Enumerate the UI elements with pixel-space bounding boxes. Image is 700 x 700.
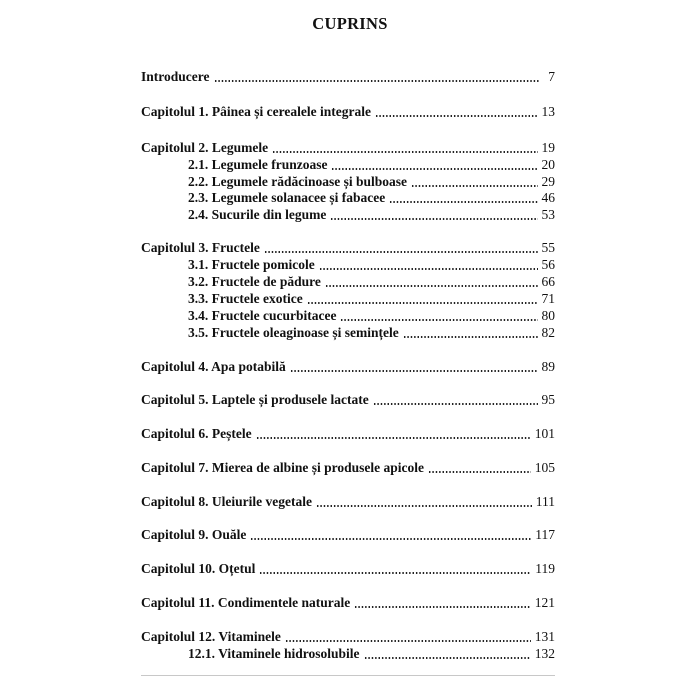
toc-entry-label: Introducere [141, 69, 210, 84]
toc-entry-page-number: 53 [541, 207, 555, 222]
dot-leader [214, 70, 540, 84]
toc-entry-chapter [141, 424, 555, 444]
toc-entry-page-number: 71 [541, 291, 555, 306]
toc-entry-label: Capitolul 11. Condimentele naturale [141, 595, 351, 610]
toc-entry-label: Capitolul 2. Legumele [141, 140, 269, 155]
dot-leader [290, 360, 538, 374]
toc-entry-page-number: 132 [534, 646, 555, 661]
toc-entry-page-number: 121 [534, 595, 555, 610]
toc-entry-page-number: 101 [534, 426, 555, 441]
dot-leader [331, 158, 537, 172]
toc-entry-label: Capitolul 1. Pâinea și cerealele integrale [141, 104, 371, 119]
dot-leader [373, 393, 538, 407]
toc-entry-page-number: 111 [535, 494, 555, 509]
toc-entry-label: 3.1. Fructele pomicole [188, 257, 315, 272]
dot-leader [403, 326, 538, 340]
toc-entry-page-number: 7 [548, 69, 555, 84]
dot-leader [330, 208, 537, 222]
dot-leader [256, 427, 531, 441]
toc-entry-page-number: 119 [535, 561, 555, 576]
dot-leader [340, 309, 537, 323]
toc-entry-chapter [141, 492, 555, 512]
toc-entry-chapter [141, 67, 555, 87]
toc-entry-label: 2.1. Legumele frunzoase [188, 157, 328, 172]
toc-entry-chapter [141, 458, 555, 478]
toc-entry-label: Capitolul 3. Fructele [141, 240, 260, 255]
toc-entry-page-number: 66 [541, 274, 555, 289]
toc-entry-page-number: 89 [541, 359, 555, 374]
dot-leader [411, 175, 537, 189]
toc-entry-page-number: 80 [541, 308, 555, 323]
toc-entry-page-number: 95 [541, 392, 555, 407]
toc-entry-page-number: 131 [534, 629, 555, 644]
dot-leader [375, 105, 538, 119]
toc-entry-page-number: 20 [541, 157, 555, 172]
toc-entry-page-number: 29 [541, 174, 555, 189]
toc-entry-label: 2.2. Legumele rădăcinoase și bulboase [188, 174, 408, 189]
toc-entry-page-number: 46 [541, 190, 555, 205]
dot-leader [285, 630, 531, 644]
toc-entry-label: Capitolul 5. Laptele și produsele lactate [141, 392, 369, 407]
toc-entry-label: Capitolul 12. Vitaminele [141, 629, 281, 644]
toc-entry-label: 3.2. Fructele de pădure [188, 274, 321, 289]
dot-leader [319, 258, 538, 272]
bottom-rule [141, 675, 555, 676]
toc-entry-label: Capitolul 10. Oțetul [141, 561, 256, 576]
toc-entry-label: 3.3. Fructele exotice [188, 291, 303, 306]
toc-entry-label: Capitolul 4. Apa potabilă [141, 359, 286, 374]
dot-leader [389, 191, 537, 205]
toc-entry-label: Capitolul 7. Mierea de albine și produsele apicole [141, 460, 425, 475]
toc-entry-chapter [141, 357, 555, 377]
dot-leader [250, 528, 531, 542]
toc-entry-page-number: 117 [535, 527, 555, 542]
toc-entry-chapter [141, 390, 555, 410]
dot-leader [428, 461, 531, 475]
toc-entry-label: Capitolul 8. Uleiurile vegetale [141, 494, 312, 509]
toc-entry-chapter [141, 593, 555, 613]
dot-leader [307, 292, 538, 306]
toc-entry-label: Capitolul 6. Peștele [141, 426, 252, 441]
toc-entry-label: 12.1. Vitaminele hidrosolubile [188, 646, 360, 661]
toc-entry-label: 3.5. Fructele oleaginoase și semințele [188, 325, 399, 340]
dot-leader [325, 275, 538, 289]
dot-leader [272, 141, 537, 155]
toc-entry-page-number: 56 [541, 257, 555, 272]
toc-entry-page-number: 105 [534, 460, 555, 475]
dot-leader [259, 562, 531, 576]
toc-entry-page-number: 19 [541, 140, 555, 155]
toc-entry-chapter [141, 525, 555, 545]
toc-entry-section [188, 644, 555, 664]
toc-entry-chapter [141, 102, 555, 122]
toc-entry-section [188, 323, 555, 343]
dot-leader [364, 647, 531, 661]
toc-entry-label: 3.4. Fructele cucurbitacee [188, 308, 337, 323]
toc-entry-chapter [141, 559, 555, 579]
dot-leader [316, 495, 532, 509]
toc-entry-label: 2.3. Legumele solanacee și fabacee [188, 190, 386, 205]
dot-leader [354, 596, 530, 610]
toc-entry-label: Capitolul 9. Ouăle [141, 527, 247, 542]
toc-entry-page-number: 55 [541, 240, 555, 255]
toc-entry-section [188, 205, 555, 225]
toc-entry-page-number: 82 [541, 325, 555, 340]
toc-entry-label: 2.4. Sucurile din legume [188, 207, 327, 222]
page-title: CUPRINS [312, 14, 388, 33]
toc-entry-page-number: 13 [541, 104, 555, 119]
dot-leader [264, 241, 538, 255]
